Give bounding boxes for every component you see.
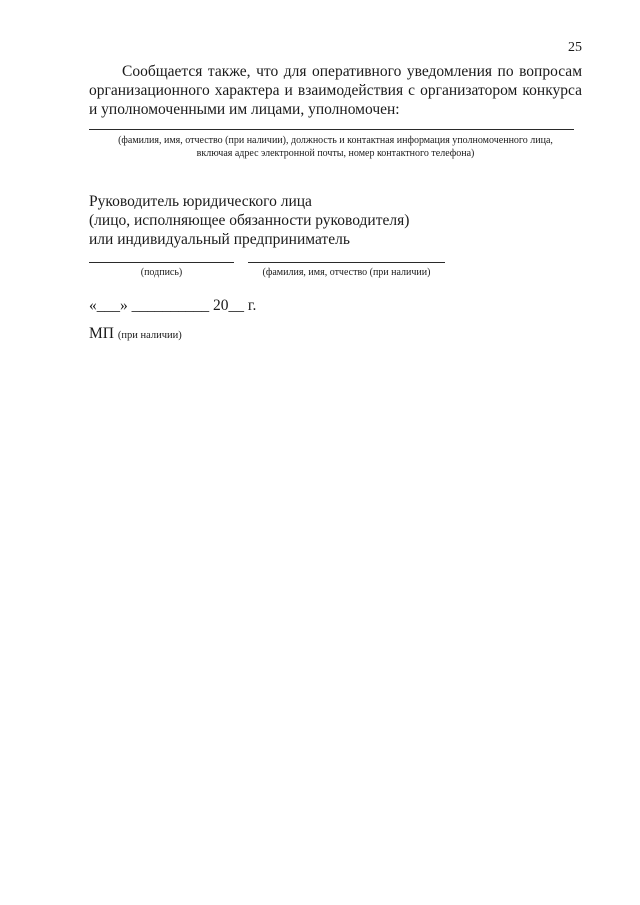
full-name-line bbox=[248, 262, 445, 263]
signature-caption: (подпись) bbox=[140, 267, 183, 278]
stamp-note: (при наличии) bbox=[117, 330, 182, 341]
stamp-placeholder bbox=[89, 325, 182, 343]
page-number: 25 bbox=[568, 40, 582, 55]
date-line: «___» __________ 20__ г. bbox=[89, 297, 257, 314]
signer-line3: или индивидуальный предприниматель bbox=[89, 231, 350, 248]
authorized-person-line bbox=[89, 129, 574, 130]
signer-line2: (лицо, исполняющее обязанности руководителя) bbox=[89, 212, 410, 229]
authorized-person-caption bbox=[89, 134, 582, 160]
stamp-label: МП bbox=[89, 325, 114, 342]
signature-line bbox=[89, 262, 234, 263]
signer-block bbox=[89, 192, 409, 249]
full-name-caption: (фамилия, имя, отчество (при наличии) bbox=[262, 267, 431, 278]
notice-paragraph: Сообщается также, что для оперативного уведомления по вопросам организационного характера и взаимодействия с организатором конкурса и уполномоченными им лицами, уполномочен: bbox=[89, 63, 582, 118]
authorized-caption-line1: (фамилия, имя, отчество (при наличии), должность и контактная информация уполномоченного лица, bbox=[118, 135, 553, 146]
signer-line1: Руководитель юридического лица bbox=[89, 193, 312, 210]
authorized-caption-line2: включая адрес электронной почты, номер контактного телефона) bbox=[196, 148, 475, 159]
